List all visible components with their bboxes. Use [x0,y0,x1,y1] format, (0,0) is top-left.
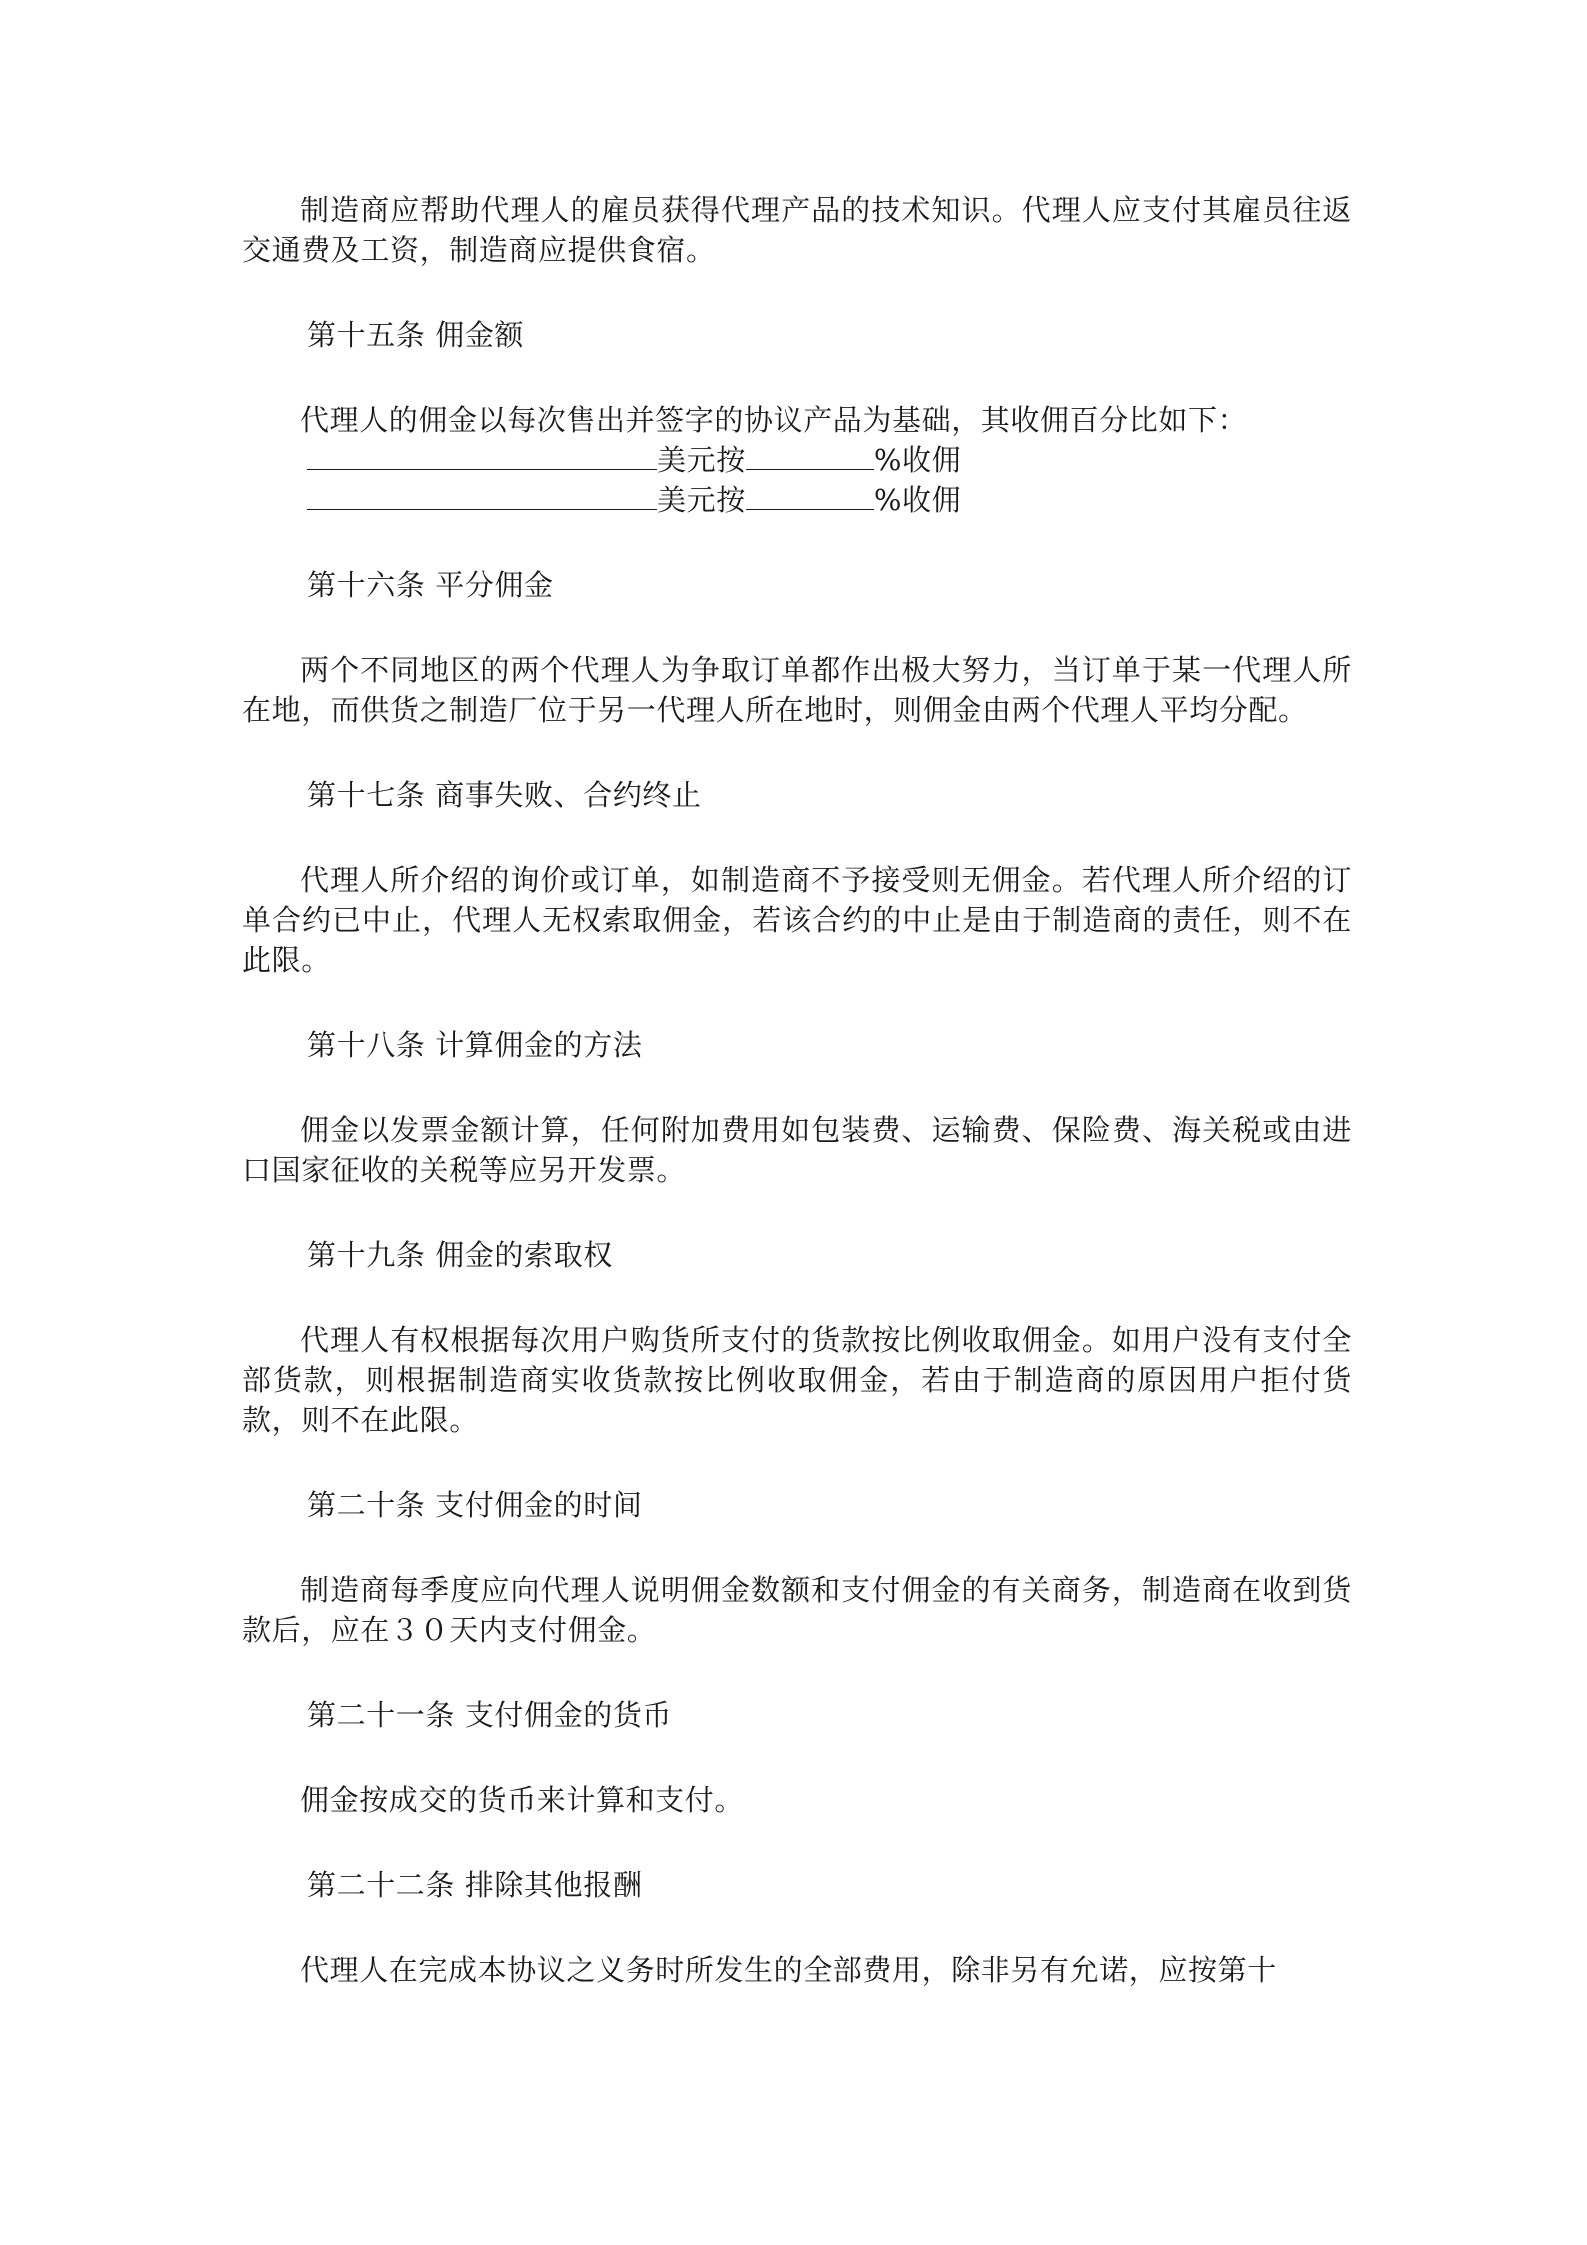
paragraph-calculation-method: 佣金以发票金额计算，任何附加费用如包装费、运输费、保险费、海关税或由进口国家征收的关税等应另开发票。 [242,1113,1352,1187]
article-15-heading: 第十五条 佣金额 [307,318,525,352]
document-page [242,190,1352,1990]
article-21-heading: 第二十一条 支付佣金的货币 [307,1698,673,1732]
usd-label: 美元按 [657,483,746,517]
paragraph-business-failure: 代理人所介绍的询价或订单，如制造商不予接受则无佣金。若代理人所介绍的订单合约已中止，代理人无权索取佣金，若该合约的中止是由于制造商的责任，则不在此限。 [242,863,1352,977]
amount-blank[interactable] [307,443,657,470]
paragraph-claim-right: 代理人有权根据每次用户购货所支付的货款按比例收取佣金。如用户没有支付全部货款，则根据制造商实收货款按比例收取佣金，若由于制造商的原因用户拒付货款，则不在此限。 [242,1323,1352,1437]
article-22-heading: 第二十二条 排除其他报酬 [307,1868,643,1902]
commission-rate-line-2 [242,480,1352,520]
paragraph-commission-basis: 代理人的佣金以每次售出并签字的协议产品为基础，其收佣百分比如下： [300,403,1248,437]
article-16-heading: 第十六条 平分佣金 [307,568,554,602]
article-20-heading: 第二十条 支付佣金的时间 [307,1488,643,1522]
percent-blank[interactable] [746,483,874,510]
usd-label: 美元按 [657,443,746,477]
paragraph-technical-knowledge: 制造商应帮助代理人的雇员获得代理产品的技术知识。代理人应支付其雇员往返交通费及工资，制造商应提供食宿。 [242,193,1352,267]
article-18-heading: 第十八条 计算佣金的方法 [307,1028,643,1062]
paragraph-payment-time: 制造商每季度应向代理人说明佣金数额和支付佣金的有关商务，制造商在收到货款后，应在３０天内支付佣金。 [242,1573,1352,1647]
paragraph-exclude-other-remuneration: 代理人在完成本协议之义务时所发生的全部费用，除非另有允诺，应按第十 [300,1953,1277,1987]
percent-label: %收佣 [873,443,962,477]
commission-rate-line-1 [242,440,1352,480]
paragraph-payment-currency: 佣金按成交的货币来计算和支付。 [300,1783,745,1817]
amount-blank[interactable] [307,483,657,510]
article-19-heading: 第十九条 佣金的索取权 [307,1238,613,1272]
percent-label: %收佣 [873,483,962,517]
paragraph-split-commission: 两个不同地区的两个代理人为争取订单都作出极大努力，当订单于某一代理人所在地，而供货之制造厂位于另一代理人所在地时，则佣金由两个代理人平均分配。 [242,653,1352,727]
article-17-heading: 第十七条 商事失败、合约终止 [307,778,702,812]
percent-blank[interactable] [746,443,874,470]
